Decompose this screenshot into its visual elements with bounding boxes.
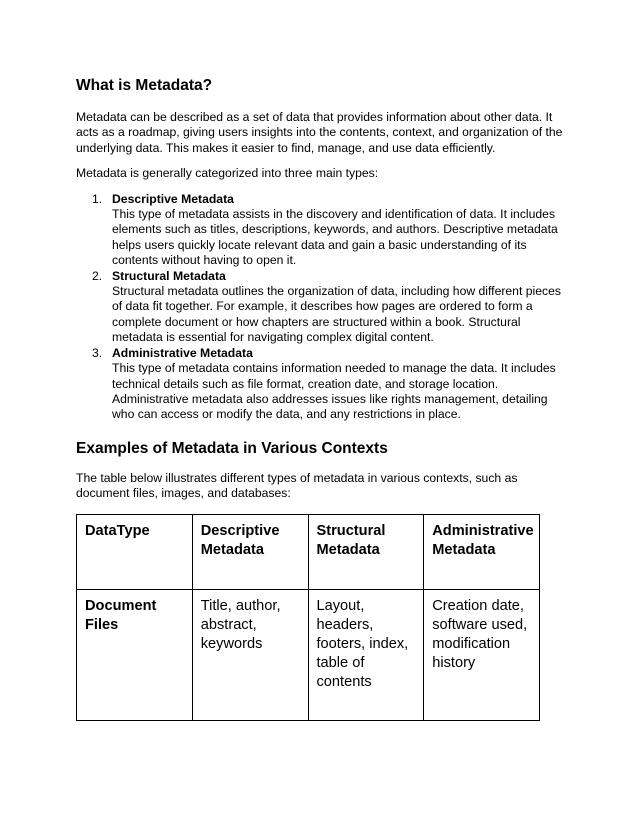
table-header-cell: Structural Metadata <box>308 514 424 589</box>
intro-paragraph: Metadata can be described as a set of data that provides information about other data. It acts as a roadmap, giving users insights into the contents, context, and organization of the underlying data. This makes it easier to find, manage, and use data efficiently. <box>76 110 563 155</box>
table-cell: Document Files <box>77 589 193 720</box>
document-page <box>76 68 566 721</box>
list-item-title: Administrative Metadata <box>112 345 253 360</box>
table-header-row <box>77 514 540 589</box>
section-heading-examples: Examples of Metadata in Various Contexts <box>76 439 388 457</box>
list-item-description: This type of metadata assists in the discovery and identification of data. It includes elements such as titles, descriptions, keywords, and authors. Descriptive metadata helps users quickly locate relevant data and gain a basic understanding of its contents without having to open it. <box>112 207 558 268</box>
list-number: 2. <box>92 268 103 283</box>
table-header-cell: Administrative Metadata <box>424 514 540 589</box>
types-intro-paragraph: Metadata is generally categorized into three main types: <box>76 166 379 181</box>
list-item <box>76 192 566 269</box>
metadata-examples-table <box>76 514 540 721</box>
table-row <box>77 589 540 720</box>
table-cell: Title, author, abstract, keywords <box>192 589 308 720</box>
list-item-description: This type of metadata contains information needed to manage the data. It includes technical details such as file format, creation date, and storage location. Administrative metadata also addresses issues like rights management, detailing who can access or modify the data, and any restrictions in place. <box>112 361 556 422</box>
table-cell: Layout, headers, footers, index, table of contents <box>308 589 424 720</box>
table-cell: Creation date, software used, modification history <box>424 589 540 720</box>
list-item <box>76 269 566 346</box>
table-header-cell: Descriptive Metadata <box>192 514 308 589</box>
section-heading-what-is-metadata: What is Metadata? <box>76 77 213 94</box>
table-header-cell: DataType <box>77 514 193 589</box>
table-intro-paragraph: The table below illustrates different types of metadata in various contexts, such as document files, images, and databases: <box>76 470 518 501</box>
metadata-types-list <box>76 192 566 423</box>
list-item-title: Descriptive Metadata <box>112 191 234 206</box>
list-item-description: Structural metadata outlines the organization of data, including how different pieces of data fit together. For example, it describes how pages are ordered to form a complete document or how chapters are structured within a book. Structural metadata is essential for navigating complex digital content. <box>112 284 561 345</box>
list-number: 1. <box>92 191 103 206</box>
list-number: 3. <box>92 345 103 360</box>
list-item-title: Structural Metadata <box>112 268 226 283</box>
list-item <box>76 346 566 423</box>
